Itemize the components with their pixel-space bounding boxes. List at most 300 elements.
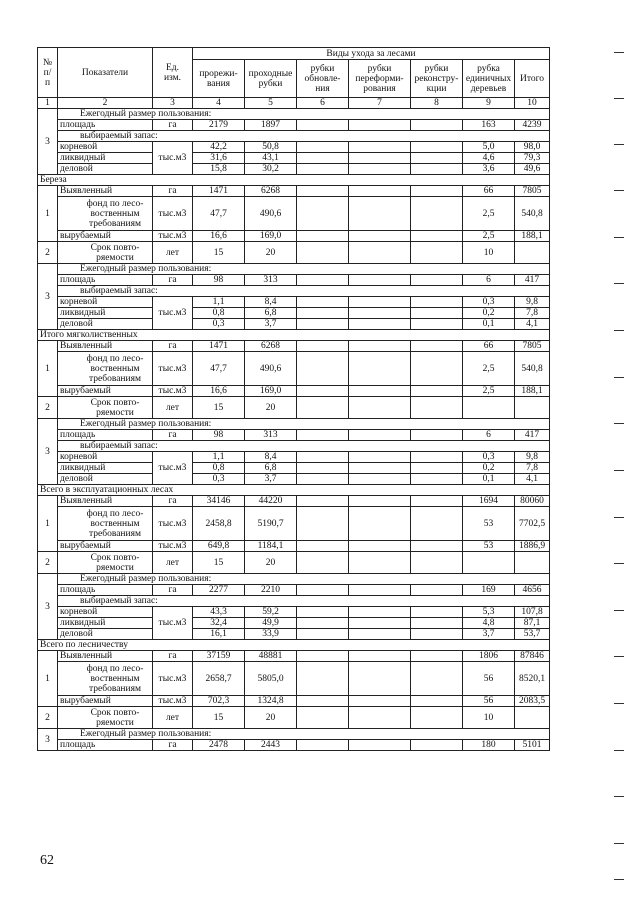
value-cell (411, 452, 463, 463)
indicator-label: площадь (58, 585, 153, 596)
indicator-label: корневой (58, 607, 153, 618)
value-cell: 4,1 (515, 474, 550, 485)
value-cell (297, 231, 349, 242)
value-cell (297, 164, 349, 175)
value-cell: 98,0 (515, 142, 550, 153)
table-row (38, 507, 550, 541)
unit-cell: га (153, 430, 193, 441)
value-cell (411, 231, 463, 242)
value-cell: 98 (193, 275, 245, 286)
unit-cell: га (153, 496, 193, 507)
value-cell (411, 386, 463, 397)
margin-mark (614, 656, 624, 657)
value-cell (297, 507, 349, 541)
value-cell (411, 607, 463, 618)
row-number: 3 (38, 264, 58, 330)
value-cell: 169 (463, 585, 515, 596)
value-cell: 2210 (245, 585, 297, 596)
header-passage: проходные рубки (245, 60, 297, 98)
value-cell (297, 341, 349, 352)
value-cell: 2458,8 (193, 507, 245, 541)
value-cell (297, 120, 349, 131)
value-cell: 4239 (515, 120, 550, 131)
value-cell: 2,5 (463, 386, 515, 397)
value-cell: 540,8 (515, 197, 550, 231)
table-row (38, 441, 550, 452)
value-cell: 3,6 (463, 164, 515, 175)
value-cell: 6 (463, 430, 515, 441)
value-cell: 0,1 (463, 319, 515, 330)
header-care-types: Виды ухода за лесами (193, 48, 550, 60)
table-row (38, 496, 550, 507)
value-cell (411, 297, 463, 308)
section-title: Итого мягколиственных (38, 330, 550, 341)
value-cell: 1694 (463, 496, 515, 507)
row-number: 2 (38, 242, 58, 264)
value-cell: 20 (245, 242, 297, 264)
value-cell: 0,2 (463, 463, 515, 474)
value-cell: 7,8 (515, 308, 550, 319)
value-cell: 56 (463, 662, 515, 696)
table-row (38, 120, 550, 131)
margin-mark (614, 423, 624, 424)
indicator-label: корневой (58, 452, 153, 463)
value-cell: 490,6 (245, 197, 297, 231)
value-cell (297, 618, 349, 629)
indicator-label: ликвидный (58, 618, 153, 629)
margin-mark (614, 52, 624, 53)
header-num: № п/ п (38, 48, 58, 98)
row-number: 3 (38, 574, 58, 640)
unit-cell: лет (153, 397, 193, 419)
unit-cell: тыс.м3 (153, 541, 193, 552)
table-row (38, 319, 550, 330)
table-row (38, 275, 550, 286)
value-cell: 43,1 (245, 153, 297, 164)
value-cell (349, 386, 411, 397)
value-cell: 10 (463, 707, 515, 729)
value-cell: 2179 (193, 120, 245, 131)
value-cell (349, 341, 411, 352)
column-number: 10 (515, 98, 550, 109)
unit-cell: лет (153, 707, 193, 729)
indicator-label: ликвидный (58, 153, 153, 164)
value-cell: 7702,5 (515, 507, 550, 541)
value-cell (411, 496, 463, 507)
value-cell (349, 463, 411, 474)
value-cell: 6268 (245, 341, 297, 352)
header-total: Итого (515, 60, 550, 98)
value-cell (297, 463, 349, 474)
value-cell (349, 740, 411, 751)
header-reform: рубки переформи- рования (349, 60, 411, 98)
value-cell (515, 707, 550, 729)
indicator-label: корневой (58, 142, 153, 153)
subheading-label: выбираемый запас: (58, 596, 550, 607)
table-row (38, 109, 550, 120)
indicator-label: Срок повто- ряемости (58, 707, 153, 729)
section-row (38, 175, 550, 186)
value-cell (411, 740, 463, 751)
section-title: Всего в эксплуатационных лесах (38, 485, 550, 496)
value-cell: 1471 (193, 186, 245, 197)
value-cell (515, 397, 550, 419)
column-number: 1 (38, 98, 58, 109)
value-cell (349, 142, 411, 153)
value-cell: 34146 (193, 496, 245, 507)
table-row (38, 541, 550, 552)
value-cell (349, 651, 411, 662)
value-cell (411, 164, 463, 175)
value-cell: 31,6 (193, 153, 245, 164)
column-number: 3 (153, 98, 193, 109)
value-cell: 2,5 (463, 197, 515, 231)
value-cell (297, 197, 349, 231)
table-row (38, 197, 550, 231)
value-cell (349, 275, 411, 286)
value-cell (411, 352, 463, 386)
column-number: 6 (297, 98, 349, 109)
value-cell (297, 662, 349, 696)
table-row (38, 629, 550, 640)
value-cell (411, 397, 463, 419)
indicator-label: Срок повто- ряемости (58, 397, 153, 419)
table-row (38, 729, 550, 740)
value-cell: 42,2 (193, 142, 245, 153)
value-cell (411, 153, 463, 164)
column-number: 7 (349, 98, 411, 109)
value-cell: 87,1 (515, 618, 550, 629)
value-cell (297, 629, 349, 640)
indicator-label: фонд по лесо- воственным требованиям (58, 352, 153, 386)
margin-mark (614, 563, 624, 564)
section-row (38, 330, 550, 341)
unit-cell: га (153, 275, 193, 286)
table-row (38, 430, 550, 441)
unit-cell: тыс.м3 (153, 507, 193, 541)
value-cell (411, 696, 463, 707)
value-cell (411, 507, 463, 541)
value-cell (349, 696, 411, 707)
unit-cell: тыс.м3 (153, 452, 193, 485)
value-cell (411, 308, 463, 319)
value-cell: 49,6 (515, 164, 550, 175)
indicator-label: вырубаемый (58, 386, 153, 397)
value-cell (349, 186, 411, 197)
value-cell (349, 629, 411, 640)
value-cell: 1471 (193, 341, 245, 352)
unit-cell: тыс.м3 (153, 607, 193, 640)
value-cell: 0,1 (463, 474, 515, 485)
value-cell (297, 496, 349, 507)
unit-cell: лет (153, 552, 193, 574)
margin-mark (614, 703, 624, 704)
value-cell (297, 430, 349, 441)
value-cell (297, 319, 349, 330)
value-cell (349, 496, 411, 507)
row-number: 2 (38, 397, 58, 419)
value-cell (411, 142, 463, 153)
section-title: Береза (38, 175, 550, 186)
table-row (38, 452, 550, 463)
value-cell (349, 397, 411, 419)
value-cell: 8,4 (245, 452, 297, 463)
value-cell: 107,8 (515, 607, 550, 618)
value-cell: 7805 (515, 341, 550, 352)
value-cell: 313 (245, 275, 297, 286)
subheading-label: выбираемый запас: (58, 131, 550, 142)
subheading-label: Ежегодный размер пользования: (58, 264, 550, 275)
indicator-label: Срок повто- ряемости (58, 242, 153, 264)
value-cell (297, 153, 349, 164)
value-cell: 2658,7 (193, 662, 245, 696)
value-cell: 15 (193, 397, 245, 419)
indicator-label: площадь (58, 275, 153, 286)
value-cell: 33,9 (245, 629, 297, 640)
value-cell: 80060 (515, 496, 550, 507)
value-cell: 15,8 (193, 164, 245, 175)
value-cell (515, 242, 550, 264)
value-cell: 2443 (245, 740, 297, 751)
value-cell: 2277 (193, 585, 245, 596)
value-cell (515, 552, 550, 574)
value-cell: 98 (193, 430, 245, 441)
subheading-label: Ежегодный размер пользования: (58, 419, 550, 430)
value-cell: 5190,7 (245, 507, 297, 541)
value-cell: 20 (245, 707, 297, 729)
margin-mark (614, 330, 624, 331)
value-cell: 313 (245, 430, 297, 441)
table-row (38, 740, 550, 751)
value-cell (411, 585, 463, 596)
value-cell (463, 397, 515, 419)
table-row (38, 463, 550, 474)
value-cell: 16,6 (193, 231, 245, 242)
row-number: 2 (38, 707, 58, 729)
value-cell (411, 197, 463, 231)
value-cell: 2,5 (463, 352, 515, 386)
value-cell (297, 397, 349, 419)
table-row (38, 651, 550, 662)
table-row (38, 386, 550, 397)
column-number: 4 (193, 98, 245, 109)
value-cell: 5101 (515, 740, 550, 751)
value-cell (349, 197, 411, 231)
subheading-label: Ежегодный размер пользования: (58, 574, 550, 585)
value-cell: 47,7 (193, 197, 245, 231)
table-row (38, 596, 550, 607)
value-cell: 5,3 (463, 607, 515, 618)
table-row (38, 585, 550, 596)
indicator-label: площадь (58, 120, 153, 131)
value-cell: 4,8 (463, 618, 515, 629)
value-cell: 87846 (515, 651, 550, 662)
value-cell (411, 474, 463, 485)
value-cell: 5805,0 (245, 662, 297, 696)
value-cell: 44220 (245, 496, 297, 507)
value-cell (349, 308, 411, 319)
value-cell (411, 651, 463, 662)
value-cell: 48881 (245, 651, 297, 662)
value-cell (349, 319, 411, 330)
value-cell: 53,7 (515, 629, 550, 640)
column-number-row (38, 98, 550, 109)
value-cell (349, 507, 411, 541)
subheading-label: Ежегодный размер пользования: (58, 729, 550, 740)
table-row (38, 131, 550, 142)
value-cell: 3,7 (463, 629, 515, 640)
value-cell: 59,2 (245, 607, 297, 618)
header-thinning: прорежи- вания (193, 60, 245, 98)
value-cell (297, 242, 349, 264)
indicator-label: деловой (58, 474, 153, 485)
forest-care-table (37, 47, 550, 751)
column-number: 2 (58, 98, 153, 109)
unit-cell: тыс.м3 (153, 297, 193, 330)
value-cell: 43,3 (193, 607, 245, 618)
indicator-label: фонд по лесо- воственным требованиям (58, 662, 153, 696)
unit-cell: тыс.м3 (153, 142, 193, 175)
indicator-label: деловой (58, 164, 153, 175)
value-cell (411, 552, 463, 574)
header-single-trees: рубка единичных деревьев (463, 60, 515, 98)
margin-mark (614, 98, 624, 99)
unit-cell: тыс.м3 (153, 231, 193, 242)
row-number: 3 (38, 419, 58, 485)
value-cell: 4,6 (463, 153, 515, 164)
header-unit: Ед. изм. (153, 48, 193, 98)
value-cell (349, 452, 411, 463)
value-cell (297, 275, 349, 286)
value-cell: 6 (463, 275, 515, 286)
value-cell (349, 474, 411, 485)
value-cell: 649,8 (193, 541, 245, 552)
value-cell: 1184,1 (245, 541, 297, 552)
value-cell (297, 186, 349, 197)
unit-cell: лет (153, 242, 193, 264)
value-cell (349, 541, 411, 552)
value-cell: 3,7 (245, 319, 297, 330)
indicator-label: Выявленный (58, 496, 153, 507)
value-cell: 7,8 (515, 463, 550, 474)
value-cell: 0,8 (193, 463, 245, 474)
value-cell: 20 (245, 397, 297, 419)
indicator-label: Выявленный (58, 651, 153, 662)
table-row (38, 164, 550, 175)
table-row (38, 696, 550, 707)
value-cell (411, 541, 463, 552)
value-cell (297, 707, 349, 729)
value-cell (297, 607, 349, 618)
margin-mark (614, 843, 624, 844)
table-row (38, 308, 550, 319)
value-cell: 20 (245, 552, 297, 574)
indicator-label: площадь (58, 740, 153, 751)
value-cell: 6,8 (245, 308, 297, 319)
value-cell (349, 585, 411, 596)
unit-cell: га (153, 651, 193, 662)
margin-mark (614, 190, 624, 191)
value-cell (297, 297, 349, 308)
indicator-label: ликвидный (58, 308, 153, 319)
value-cell (349, 430, 411, 441)
value-cell (349, 707, 411, 729)
indicator-label: ликвидный (58, 463, 153, 474)
value-cell (297, 352, 349, 386)
value-cell: 10 (463, 242, 515, 264)
value-cell: 169,0 (245, 231, 297, 242)
table-row (38, 242, 550, 264)
section-row (38, 485, 550, 496)
value-cell (411, 463, 463, 474)
table-row (38, 286, 550, 297)
margin-mark (614, 470, 624, 471)
unit-cell: тыс.м3 (153, 352, 193, 386)
unit-cell: га (153, 740, 193, 751)
indicator-label: вырубаемый (58, 541, 153, 552)
indicator-label: корневой (58, 297, 153, 308)
table-row (38, 607, 550, 618)
value-cell: 7805 (515, 186, 550, 197)
unit-cell: тыс.м3 (153, 197, 193, 231)
value-cell (297, 142, 349, 153)
table-row (38, 186, 550, 197)
value-cell (349, 352, 411, 386)
margin-mark (614, 377, 624, 378)
value-cell: 0,3 (463, 452, 515, 463)
column-number: 9 (463, 98, 515, 109)
table-row (38, 707, 550, 729)
table-row (38, 474, 550, 485)
indicator-label: вырубаемый (58, 231, 153, 242)
value-cell (349, 164, 411, 175)
value-cell: 1,1 (193, 297, 245, 308)
value-cell: 702,3 (193, 696, 245, 707)
value-cell (349, 120, 411, 131)
value-cell: 50,8 (245, 142, 297, 153)
margin-mark (614, 283, 624, 284)
value-cell (411, 629, 463, 640)
value-cell (411, 186, 463, 197)
indicator-label: деловой (58, 629, 153, 640)
value-cell: 53 (463, 507, 515, 541)
value-cell (411, 662, 463, 696)
value-cell: 66 (463, 186, 515, 197)
indicator-label: фонд по лесо- воственным требованиям (58, 507, 153, 541)
table-row (38, 153, 550, 164)
value-cell: 47,7 (193, 352, 245, 386)
subheading-label: Ежегодный размер пользования: (58, 109, 550, 120)
value-cell (297, 552, 349, 574)
unit-cell: га (153, 186, 193, 197)
section-row (38, 640, 550, 651)
indicator-label: Выявленный (58, 186, 153, 197)
value-cell: 56 (463, 696, 515, 707)
page-number: 62 (40, 853, 54, 868)
section-title: Всего по лесничеству (38, 640, 550, 651)
value-cell: 1,1 (193, 452, 245, 463)
table-row (38, 352, 550, 386)
value-cell (297, 541, 349, 552)
margin-mark (614, 796, 624, 797)
row-number: 3 (38, 729, 58, 751)
indicator-label: фонд по лесо- воственным требованиям (58, 197, 153, 231)
row-number: 1 (38, 496, 58, 552)
unit-cell: га (153, 585, 193, 596)
value-cell: 32,4 (193, 618, 245, 629)
value-cell (411, 430, 463, 441)
indicator-label: Выявленный (58, 341, 153, 352)
